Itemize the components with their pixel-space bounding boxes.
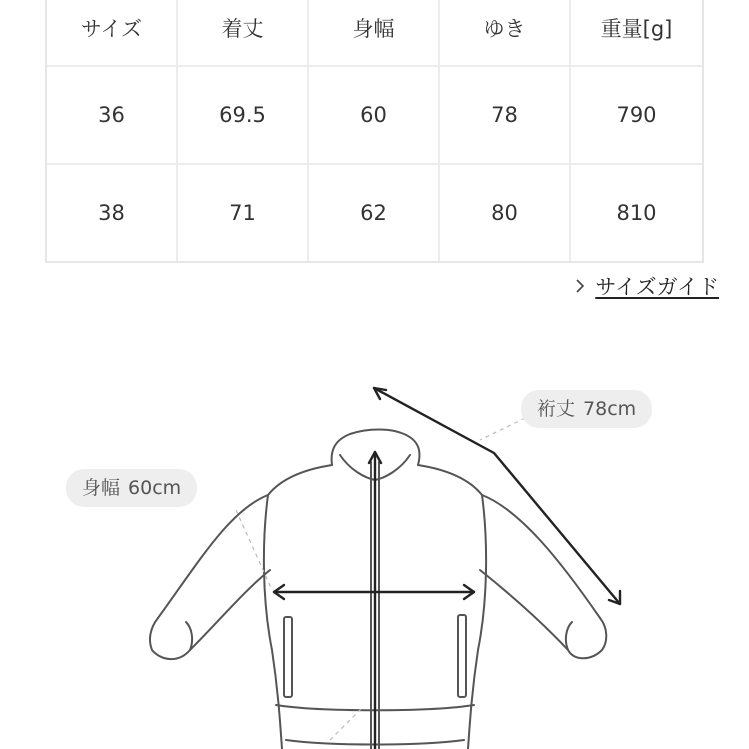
jacket-hem xyxy=(276,705,474,710)
header-weight: 重量[g] xyxy=(571,0,702,67)
table-cell: 38 xyxy=(47,165,178,261)
jacket-hem xyxy=(286,740,464,745)
header-size: サイズ xyxy=(47,0,178,67)
jacket-left-pocket xyxy=(284,617,292,697)
table-cell: 71 xyxy=(178,165,309,261)
header-length: 着丈 xyxy=(178,0,309,67)
sleeve-label: 裄丈 xyxy=(537,398,576,420)
jacket-right-sleeve xyxy=(482,495,600,618)
sleeve-measure-label xyxy=(521,390,652,428)
table-cell: 36 xyxy=(47,67,178,165)
arrow-head-icon xyxy=(609,591,620,604)
sleeve-value: 78cm xyxy=(583,398,637,420)
table-cell: 810 xyxy=(616,201,657,225)
table-row xyxy=(47,67,702,165)
size-table xyxy=(45,0,704,263)
table-cell: 60 xyxy=(309,67,440,165)
sleeve-leader-line xyxy=(480,418,525,440)
jacket-body-outline xyxy=(264,465,332,749)
arrow-head-icon xyxy=(369,452,381,463)
chest-label: 身幅 xyxy=(82,477,121,499)
arrow-head-icon xyxy=(374,388,386,399)
jacket-collar xyxy=(340,455,410,480)
header-sleeve: ゆき xyxy=(440,0,571,67)
table-row xyxy=(47,165,702,261)
arrow-head-icon xyxy=(274,585,284,599)
jacket-left-cuff xyxy=(150,618,192,659)
chest-measure-label xyxy=(66,469,197,507)
table-cell: 80 xyxy=(440,165,571,261)
table-cell: 62 xyxy=(309,165,440,261)
size-guide-link[interactable] xyxy=(575,271,719,301)
chest-value: 60cm xyxy=(128,477,182,499)
chest-leader-line xyxy=(236,510,272,590)
arrow-head-icon xyxy=(464,585,474,599)
chevron-right-icon xyxy=(575,279,585,293)
jacket-right-cuff xyxy=(566,618,606,658)
jacket-collar xyxy=(332,430,420,466)
size-guide-label: サイズガイド xyxy=(595,275,719,299)
header-width: 身幅 xyxy=(309,0,440,67)
jacket-left-sleeve xyxy=(190,570,270,650)
jacket-right-sleeve xyxy=(480,570,568,650)
jacket-left-sleeve xyxy=(158,495,268,618)
size-table-header-row xyxy=(47,0,702,67)
jacket-right-pocket xyxy=(458,615,466,697)
table-cell: 790 xyxy=(571,67,702,165)
jacket-body-outline xyxy=(418,465,486,749)
table-cell: 78 xyxy=(440,67,571,165)
table-cell: 69.5 xyxy=(178,67,309,165)
hem-leader-line xyxy=(330,708,362,740)
